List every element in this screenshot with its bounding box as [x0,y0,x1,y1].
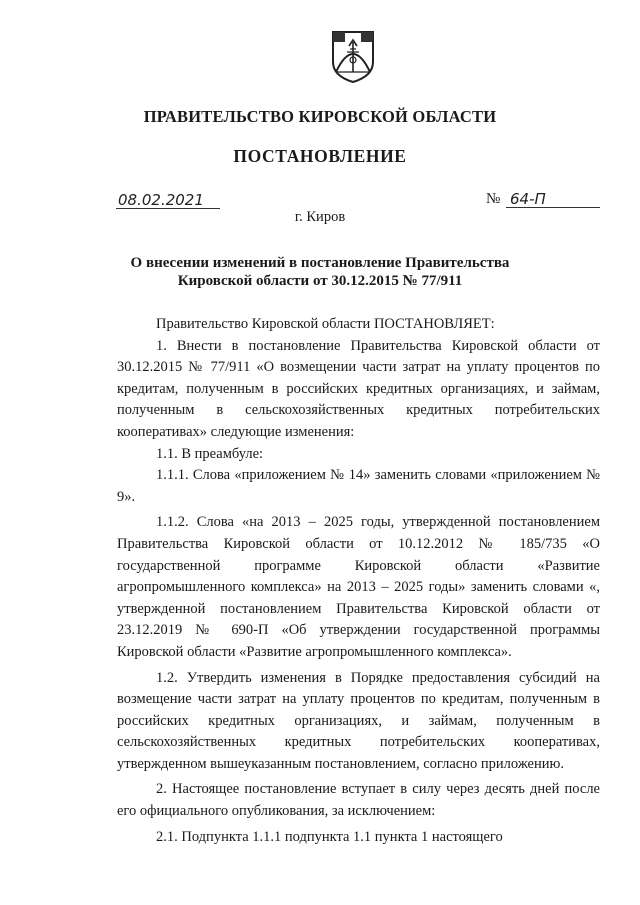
paragraph-1-2: 1.2. Утвердить изменения в Порядке предоставления субсидий на возмещение части затрат на уплату процентов по кредитам, полученным в российских кредитных организациях, и займам, полученным в сельскохозяйственных кредитных потребительских кооперативах, утвержденном вышеуказанным постановлением, согласно приложению. [117,669,600,772]
document-number: 64-П [510,190,546,208]
paragraph-2-1: 2.1. Подпункта 1.1.1 подпункта 1.1 пункта 1 настоящего [156,828,503,845]
paragraph-1-1-1: 1.1.1. Слова «приложением № 14» заменить словами «приложением № 9». [117,467,600,505]
coat-of-arms-icon [330,28,376,84]
preamble-paragraph: Правительство Кировской области ПОСТАНОВЛЯЕТ: [156,316,495,332]
city: г. Киров [294,209,346,225]
organization-name: ПРАВИТЕЛЬСТВО КИРОВСКОЙ ОБЛАСТИ [143,107,497,126]
document-date: 08.02.2021 [118,191,204,209]
number-underline [506,207,600,208]
document-title [100,254,540,290]
document-body [117,314,600,848]
paragraph-1-1-2: 1.1.2. Слова «на 2013 – 2025 годы, утвержденной постановлением Правительства Кировской области от 10.12.2012 № 185/735 «О государственной программе Кировской области «Развитие агропромышленного комплекса» на 2013 – 2025 годы» заменить словами «, утвержденной постановлением Правительства Кировской области от 23.12.2019 № 690-П «Об утверждении государственной программы Кировской области «Развитие агропромышленного комплекса». [117,514,600,660]
paragraph-1: 1. Внести в постановление Правительства Кировской области от 30.12.2015 № 77/911 «О возмещении части затрат на уплату процентов по кредитам, полученным в российских кредитных организациях, и займам, полученным в сельскохозяйственных кредитных потребительских кооперативах» следующие изменения: [117,337,600,440]
document-type: ПОСТАНОВЛЕНИЕ [233,146,407,166]
title-line-2: Кировской области от 30.12.2015 № 77/911 [177,273,463,289]
number-label: № [486,191,501,207]
title-line-1: О внесении изменений в постановление Правительства [130,255,510,271]
paragraph-1-1: 1.1. В преамбуле: [156,445,264,462]
paragraph-2: 2. Настоящее постановление вступает в силу через десять дней после его официального опубликования, за исключением: [117,781,600,820]
